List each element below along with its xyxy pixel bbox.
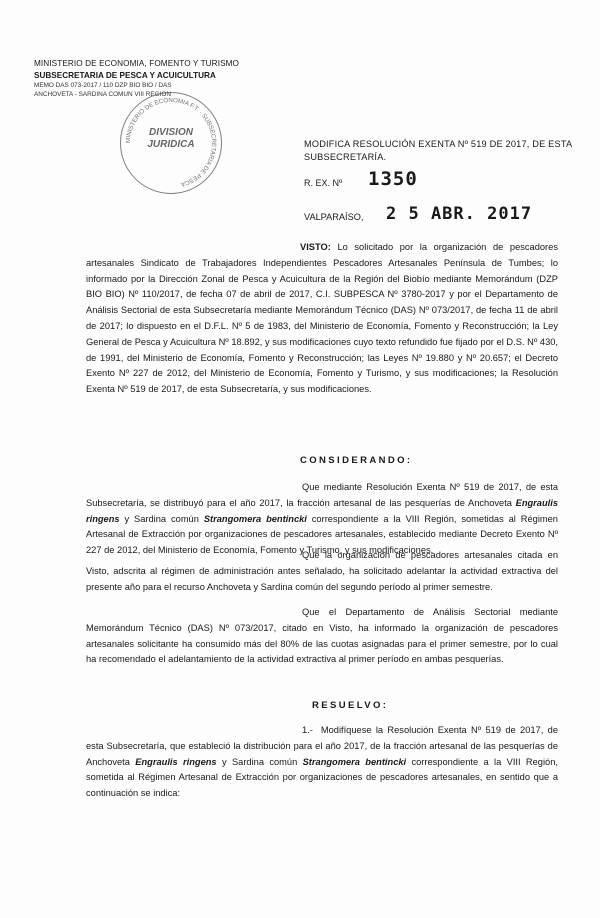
considerando-paragraph-3: Que el Departamento de Análisis Sectorial mediante Memorándum Técnico (DAS) Nº 073/2017, citado en Visto, ha informado la organización de pescadores artesanales solicitante ha consumido más del 80% de las cuotas asignadas para el primer semestre, por lo cual ha recomendado el adelantamiento de la actividad extractiva al primer período en ambas pesquerías.: [86, 607, 558, 665]
considerando-heading: CONSIDERANDO:: [300, 455, 413, 466]
ministry-name: MINISTERIO DE ECONOMIA, FOMENTO Y TURISMO: [34, 59, 240, 68]
species-name: Engraulis ringens: [135, 756, 217, 767]
visto-paragraph: [86, 240, 558, 398]
resolution-label: R. EX. Nº: [304, 178, 343, 188]
reference-line-2: ANCHOVETA - SARDINA COMUN VIII REGION: [34, 91, 171, 98]
subsecretaria-name: SUBSECRETARIA DE PESCA Y ACUICULTURA: [34, 70, 216, 80]
visto-text: Lo solicitado por la organización de pescadores artesanales Sindicato de Trabajadores Independientes Pescadores Artesanales Península de Tumbes; lo informado por la Dirección Zonal de Pesca y Acuicultura de la Región del Biobío mediante Memorándum (DZP BIO BIO) Nº 110/2017, de fecha 07 de abril de 2017, C.I. SUBPESCA Nº 3780-2017 y por el Departamento de Análisis Sectorial de esta Subsecretaría mediante Memorándum Técnico (DAS) Nº 073/2017, de fecha 11 de abril de 2017; lo dispuesto en el D.F.L. Nº 5 de 1983, del Ministerio de Economía, Fomento y Reconstrucción; la Ley General de Pesca y Acuicultura Nº 18.892, y sus modificaciones cuyo texto refundido fue fijado por el D.S. Nº 430, de 1991, del Ministerio de Economía, Fomento y Reconstrucción; las Leyes Nº 19.880 y Nº 20.657; el Decreto Exento Nº 227 de 2012, del Ministerio de Economía, Fomento y Turismo, y sus modificaciones; la Resolución Exenta Nº 519 de 2017, de esta Subsecretaría, y sus modificaciones.: [86, 242, 558, 395]
resolution-date-stamp: 2 5 ABR. 2017: [386, 204, 533, 224]
item-number: 1.-: [302, 725, 313, 735]
species-name: Strangomera bentincki: [203, 513, 307, 524]
visto-label: VISTO:: [300, 242, 331, 252]
document-subject: MODIFICA RESOLUCIÓN EXENTA Nº 519 DE 2017, DE ESTA SUBSECRETARÍA.: [304, 139, 572, 162]
city-label: VALPARAÍSO,: [304, 212, 364, 222]
svg-text:MINISTERIO DE ECONOMIA F.T. ·: MINISTERIO DE ECONOMIA F.T. · SUBSECRETARIA DE PESCA: [124, 96, 218, 188]
reference-line-1: MEMO DAS 073-2017 / 110 DZP BIO BIO / DAS: [34, 82, 172, 89]
considerando-paragraph-2: Que la organización de pescadores artesanales citada en Visto, adscrita al régimen de administración antes señalado, ha solicitado adelantar la actividad extractiva del presente año para el recurso Anchoveta y Sardina común del segundo período al primer semestre.: [86, 550, 558, 592]
species-name: Engraulis ringens: [86, 497, 558, 524]
division-juridica-stamp: [120, 92, 222, 194]
resolution-number: 1350: [368, 168, 418, 190]
resuelvo-heading: RESUELVO:: [312, 700, 389, 711]
considerando-paragraph-1: Que mediante Resolución Exenta Nº 519 de 2017, de esta Subsecretaría, se distribuyó para el año 2017, la fracción artesanal de las pesquerías de Anchoveta Engraulis ringens y Sardina común Strangomera bentincki correspondiente a la VIII Región, sometidas al Régimen Artesanal de Extracción por organizaciones de pescadores artesanales, establecido mediante Decreto Exento Nº 227 de 2012, del Ministerio de Economía, Fomento y Turismo, y sus modificaciones.: [86, 482, 558, 556]
species-name: Strangomera bentincki: [302, 756, 407, 767]
resuelvo-item-1: 1.- Modifíquese la Resolución Exenta Nº 519 de 2017, de esta Subsecretaría, que estableció la distribución para el año 2017, de la fracción artesanal de las pesquerías de Anchoveta Engraulis ringens y Sardina común Strangomera bentincki correspondiente a la VIII Región, sometida al Régimen Artesanal de Extracción por organizaciones de pescadores artesanales, en sentido que a continuación se indica:: [86, 725, 558, 799]
stamp-center-text: DIVISION JURIDICA: [147, 127, 195, 150]
